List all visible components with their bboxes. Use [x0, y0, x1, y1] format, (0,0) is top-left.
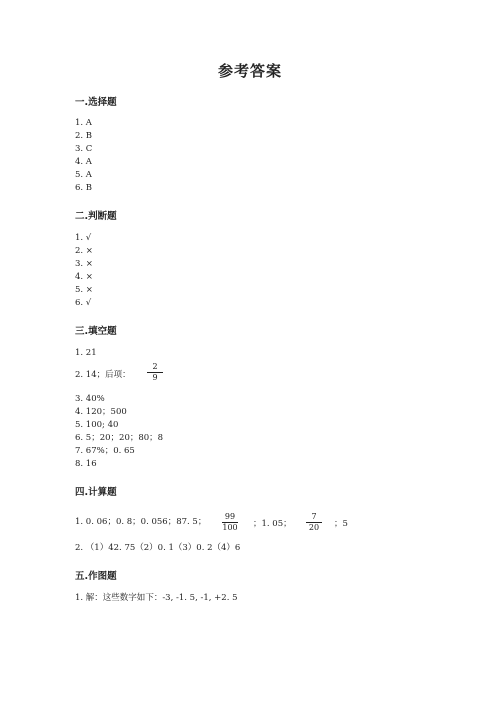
calc-answer-1-fraction-b [304, 512, 324, 533]
calc-answer-1-fraction-a [220, 512, 240, 533]
fill-answer-7: 7. 67%；0. 65 [75, 446, 135, 456]
choice-answer-2: 2. B [75, 131, 93, 141]
fraction-numerator: 99 [224, 512, 236, 521]
judge-answer-3: 3. × [75, 259, 93, 269]
choice-answer-3: 3. C [75, 144, 93, 154]
calc-answer-1-end: ；5 [334, 519, 348, 529]
page-title: 参考答案 [217, 62, 282, 80]
choice-answer-1: 1. A [75, 118, 92, 128]
judge-answer-6: 6. √ [75, 298, 92, 308]
section-heading-fill: 三.填空题 [75, 326, 117, 337]
fill-answer-3: 3. 40% [75, 394, 105, 404]
fraction-denominator: 20 [308, 523, 320, 532]
fraction-numerator: 2 [152, 362, 158, 371]
section-heading-calc: 四.计算题 [75, 487, 117, 498]
fill-answer-1: 1. 21 [75, 348, 97, 358]
calc-answer-1: 1. 0. 06；0. 8；0. 056；87. 5； [75, 517, 207, 527]
fill-answer-8: 8. 16 [75, 459, 97, 469]
judge-answer-4: 4. × [75, 272, 93, 282]
choice-answer-5: 5. A [75, 170, 92, 180]
fill-answer-2-fraction [145, 362, 165, 383]
fraction-numerator: 7 [311, 512, 317, 521]
calc-answer-1-middle: ；1. 05； [253, 519, 292, 529]
choice-answer-6: 6. B [75, 183, 93, 193]
judge-answer-2: 2. × [75, 246, 93, 256]
section-heading-judge: 二.判断题 [75, 211, 117, 222]
section-heading-choice: 一.选择题 [75, 97, 117, 108]
choice-answer-4: 4. A [75, 157, 92, 167]
fill-answer-6: 6. 5；20；20；80；8 [75, 433, 164, 443]
section-heading-draw: 五.作图题 [75, 571, 117, 582]
fraction-denominator: 100 [222, 523, 238, 532]
judge-answer-1: 1. √ [75, 233, 92, 243]
fill-answer-4: 4. 120；500 [75, 407, 127, 417]
fill-answer-5: 5. 100; 40 [75, 420, 119, 430]
fill-answer-2: 2. 14；后项： [75, 370, 131, 380]
calc-answer-2: 2. （1）42. 75（2）0. 1（3）0. 2（4）6 [75, 543, 241, 553]
draw-answer-1: 1. 解：这些数字如下：-3, -1. 5, -1, +2. 5 [75, 593, 238, 603]
fraction-denominator: 9 [152, 373, 158, 382]
judge-answer-5: 5. × [75, 285, 93, 295]
